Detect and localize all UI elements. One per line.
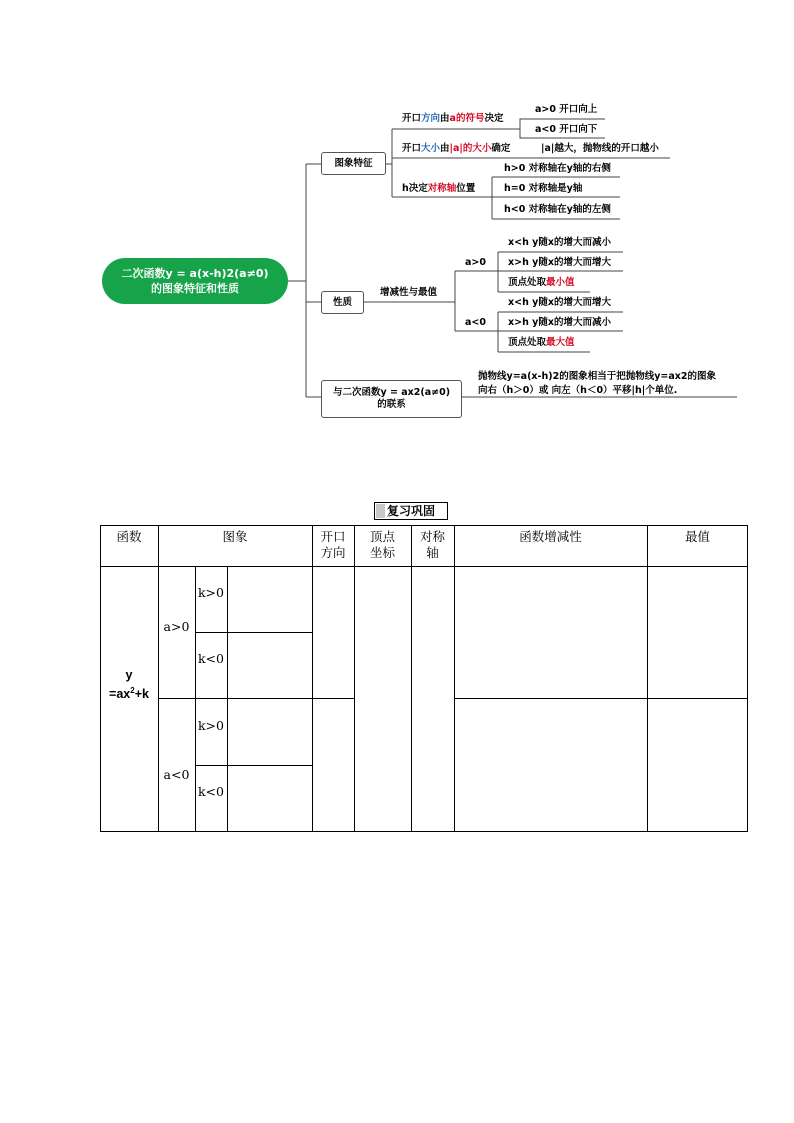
a-negative-label: a<0 xyxy=(465,317,486,328)
a-neg-leaf: x<h y随x的增大而增大 xyxy=(508,297,611,308)
header-axis: 对称 轴 xyxy=(419,529,445,560)
a-pos-leaf: x>h y随x的增大而增大 xyxy=(508,257,611,268)
a-neg-leaf: x>h y随x的增大而减小 xyxy=(508,317,611,328)
root-node xyxy=(102,258,288,304)
relation-node: 与二次函数y = ax2(a≠0) 的联系 xyxy=(321,380,462,418)
mind-map-connectors xyxy=(0,0,794,430)
k-negative-cell: k<0 xyxy=(197,651,224,666)
direction-leaf: a>0 开口向上 xyxy=(535,104,598,115)
a-pos-extreme: 顶点处取最小值 xyxy=(508,277,575,288)
properties-node: 性质 xyxy=(321,291,364,314)
root-subtitle: 的图象特征和性质 xyxy=(151,282,239,295)
direction-leaf: a<0 开口向下 xyxy=(535,124,598,135)
header-monotonic: 函数增减性 xyxy=(519,529,582,544)
header-opening: 开口 方向 xyxy=(320,529,346,560)
a-negative-cell: a<0 xyxy=(163,767,190,782)
axis-leaf: h=0 对称轴是y轴 xyxy=(504,183,583,194)
header-extreme: 最值 xyxy=(684,529,710,544)
axis-leaf: h>0 对称轴在y轴的右侧 xyxy=(504,163,611,174)
a-positive-label: a>0 xyxy=(465,257,486,268)
connector-root xyxy=(288,164,321,397)
mind-map xyxy=(0,0,794,430)
root-title: 二次函数y = a(x-h)2(a≠0) xyxy=(121,267,269,280)
title-shade xyxy=(376,504,385,518)
relation-description-line1: 抛物线y=a(x-h)2的图象相当于把抛物线y=ax2的图象 xyxy=(478,371,716,382)
size-rule: 开口大小由|a|的大小确定 xyxy=(402,143,511,154)
size-leaf: |a|越大，抛物线的开口越小 xyxy=(541,143,659,154)
k-positive-cell: k>0 xyxy=(197,585,224,600)
header-function: 函数 xyxy=(116,529,142,544)
relation-description-line2: 向右（h＞0）或 向左（h＜0）平移|h|个单位. xyxy=(478,385,678,396)
a-positive-cell: a>0 xyxy=(163,619,190,634)
axis-rule: h决定对称轴位置 xyxy=(402,183,476,194)
k-negative-cell: k<0 xyxy=(197,784,224,799)
function-label: y $=ax^2+k$ xyxy=(109,668,149,702)
k-positive-cell: k>0 xyxy=(197,718,224,733)
features-node: 图象特征 xyxy=(321,152,386,175)
axis-leaf: h<0 对称轴在y轴的左侧 xyxy=(504,204,611,215)
review-title: 复习巩固 xyxy=(374,502,448,520)
monotonic-extreme-label: 增减性与最值 xyxy=(380,287,438,298)
a-pos-leaf: x<h y随x的增大而减小 xyxy=(508,237,611,248)
header-graph: 图象 xyxy=(222,529,248,544)
header-vertex: 顶点 坐标 xyxy=(369,529,395,560)
direction-rule: 开口方向由a的符号决定 xyxy=(402,113,504,124)
review-table xyxy=(100,525,748,832)
a-neg-extreme: 顶点处取最大值 xyxy=(508,337,575,348)
